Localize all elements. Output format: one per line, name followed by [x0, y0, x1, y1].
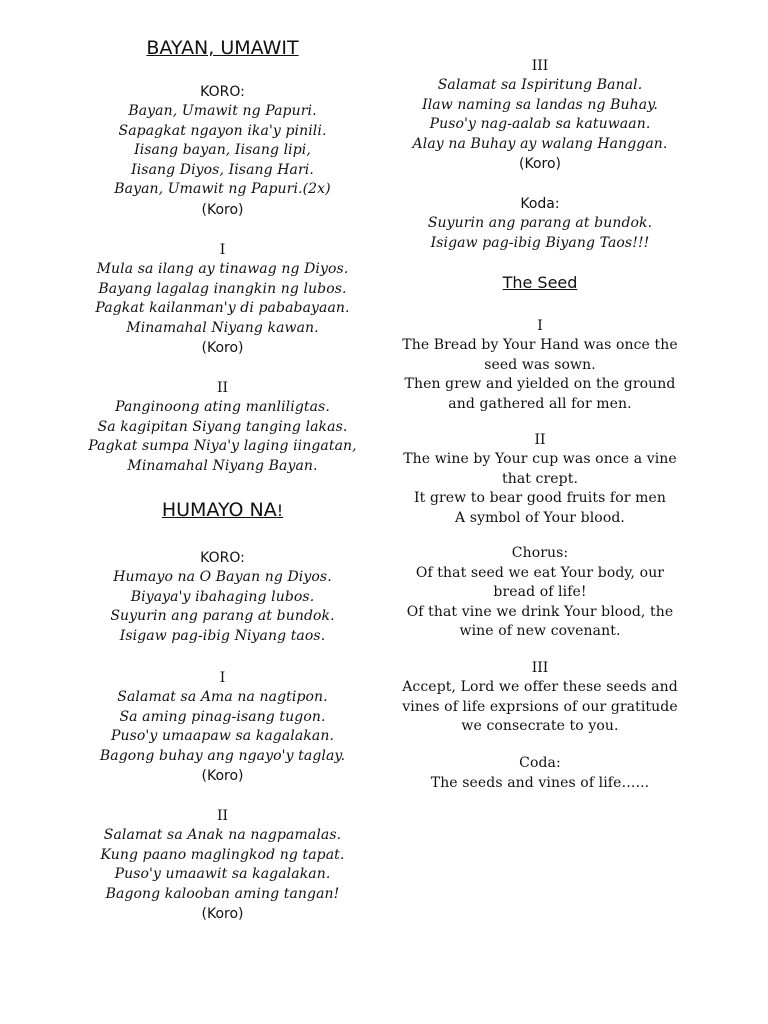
lyric-line: we consecrate to you. — [461, 718, 619, 734]
verse-number: II — [534, 432, 546, 448]
bayan-umawit-koro — [70, 82, 375, 220]
bayan-umawit-verse-2 — [70, 378, 375, 476]
the-seed-verse-2 — [385, 430, 695, 528]
verse-number: II — [216, 808, 229, 824]
koda-label-text: Koda — [520, 196, 555, 212]
lyric-line: The Bread by Your Hand was once the — [402, 337, 678, 353]
lyric-line: Pagkat kailanman'y di pababayaan. — [95, 300, 350, 316]
lyric-line: It grew to bear good fruits for men — [414, 490, 666, 506]
verse-number: I — [219, 670, 226, 686]
lyric-line: seed was sown. — [484, 356, 596, 373]
song-title-exclamation: ! — [276, 501, 284, 520]
lyric-line: Alay na Buhay ay walang Hanggan. — [412, 135, 668, 152]
lyric-line: Ilaw naming sa landas ng Buhay. — [422, 96, 658, 113]
the-seed-verse-3 — [385, 658, 695, 737]
lyric-line: Isigaw pag-ibig Niyang taos. — [119, 627, 326, 644]
lyric-line: Accept, Lord we offer these seeds and — [402, 679, 678, 695]
verse-number: I — [219, 242, 226, 258]
song-title-the-seed: The Seed — [502, 273, 578, 292]
lyric-line: Then grew and yielded on the ground — [404, 376, 676, 392]
lyric-line: Minamahal Niyang Bayan. — [127, 457, 318, 474]
humayo-na-title-block — [70, 498, 375, 523]
song-title-bayan-umawit: BAYAN, UMAWIT — [146, 37, 299, 59]
lyric-line: Bayan, Umawit ng Papuri.(2x) — [114, 181, 331, 197]
humayo-na-verse-2 — [70, 806, 375, 924]
verse-number: III — [531, 660, 549, 676]
song-title-humayo-na — [70, 498, 375, 523]
lyric-line: Of that seed we eat Your body, our — [415, 564, 665, 581]
lyric-line: Isigaw pag-ibig Biyang Taos!!! — [430, 234, 650, 251]
chorus-label: Chorus: — [511, 545, 569, 561]
lyric-line: and gathered all for men. — [448, 395, 632, 412]
lyric-line: Biyaya'y ibahaging lubos. — [130, 588, 315, 605]
bayan-umawit-verse-1 — [70, 240, 375, 358]
humayo-na-verse-1 — [70, 668, 375, 786]
verse-number: III — [531, 58, 549, 74]
koro-reference: (Koro) — [519, 156, 561, 172]
lyric-line: Humayo na O Bayan ng Diyos. — [113, 569, 332, 585]
the-seed-coda — [385, 754, 695, 793]
lyric-line: Sa aming pinag-isang tugon. — [119, 708, 326, 725]
lyric-line: bread of life! — [493, 584, 587, 600]
bayan-umawit-title-block — [70, 36, 375, 60]
koro-reference: (Koro) — [201, 906, 244, 922]
koro-reference: (Koro) — [201, 201, 244, 218]
lyric-line: Suyurin ang parang at bundok. — [427, 215, 653, 231]
koro-label — [70, 548, 375, 568]
lyric-line: Bayan, Umawit ng Papuri. — [128, 103, 317, 119]
the-seed-chorus — [385, 544, 695, 642]
koda-label-colon: : — [554, 196, 560, 212]
lyric-line: that crept. — [501, 470, 579, 487]
lyric-line: Salamat sa Ispiritung Banal. — [437, 77, 643, 93]
the-seed-title-block — [385, 272, 695, 294]
koro-label-colon: : — [240, 550, 245, 566]
lyric-line: Bagong kalooban aming tangan! — [105, 885, 340, 902]
lyric-line: Salamat sa Ama na nagtipon. — [117, 689, 328, 705]
verse-number: II — [216, 380, 229, 396]
lyric-line: Salamat sa Anak na nagpamalas. — [103, 827, 342, 843]
lyric-line: Sa kagipitan Siyang tanging lakas. — [97, 418, 348, 435]
coda-label: Coda: — [519, 755, 561, 771]
lyric-line: Puso'y nag-aalab sa katuwaan. — [429, 116, 651, 132]
verse-number: I — [537, 318, 543, 334]
lyric-line: Sapagkat ngayon ika'y pinili. — [118, 122, 327, 139]
lyric-line: Bagong buhay ang ngayo'y taglay. — [99, 747, 346, 764]
lyric-line: Iisang Diyos, Iisang Hari. — [131, 161, 314, 178]
koro-label-text: KORO — [200, 550, 241, 566]
song-title-text: HUMAYO NA — [161, 499, 277, 521]
humayo-na-verse-3 — [385, 56, 695, 174]
lyric-line: Panginoong ating manliligtas. — [115, 399, 330, 415]
lyric-line: Mula sa ilang ay tinawag ng Diyos. — [96, 261, 349, 277]
the-seed-verse-1 — [385, 316, 695, 414]
lyric-line: Bayang lagalag inangkin ng lubos. — [98, 280, 347, 297]
koda-label — [385, 194, 695, 214]
lyric-line: A symbol of Your blood. — [455, 509, 625, 526]
lyric-line: Puso'y umaapaw sa kagalakan. — [110, 728, 335, 744]
lyric-line: wine of new covenant. — [459, 623, 621, 639]
koro-reference: (Koro) — [201, 340, 244, 356]
humayo-na-koro — [70, 548, 375, 646]
lyric-line: Minamahal Niyang kawan. — [126, 319, 319, 336]
lyric-line: Suyurin ang parang at bundok. — [110, 608, 335, 624]
lyric-line: Puso'y umaawit sa kagalakan. — [114, 866, 331, 882]
humayo-na-koda — [385, 194, 695, 253]
lyric-line: The seeds and vines of life…... — [430, 774, 650, 791]
lyric-line: Iisang bayan, Iisang lipi, — [134, 142, 311, 158]
lyric-line: vines of life exprsions of our gratitude — [402, 698, 678, 715]
lyric-line: Pagkat sumpa Niya'y laging iingatan, — [88, 438, 357, 454]
lyric-line: Kung paano maglingkod ng tapat. — [100, 846, 345, 863]
koro-reference: (Koro) — [201, 768, 244, 784]
lyric-line: The wine by Your cup was once a vine — [403, 451, 677, 467]
lyric-line: Of that vine we drink Your blood, the — [406, 603, 674, 620]
koro-label: KORO: — [200, 84, 245, 100]
